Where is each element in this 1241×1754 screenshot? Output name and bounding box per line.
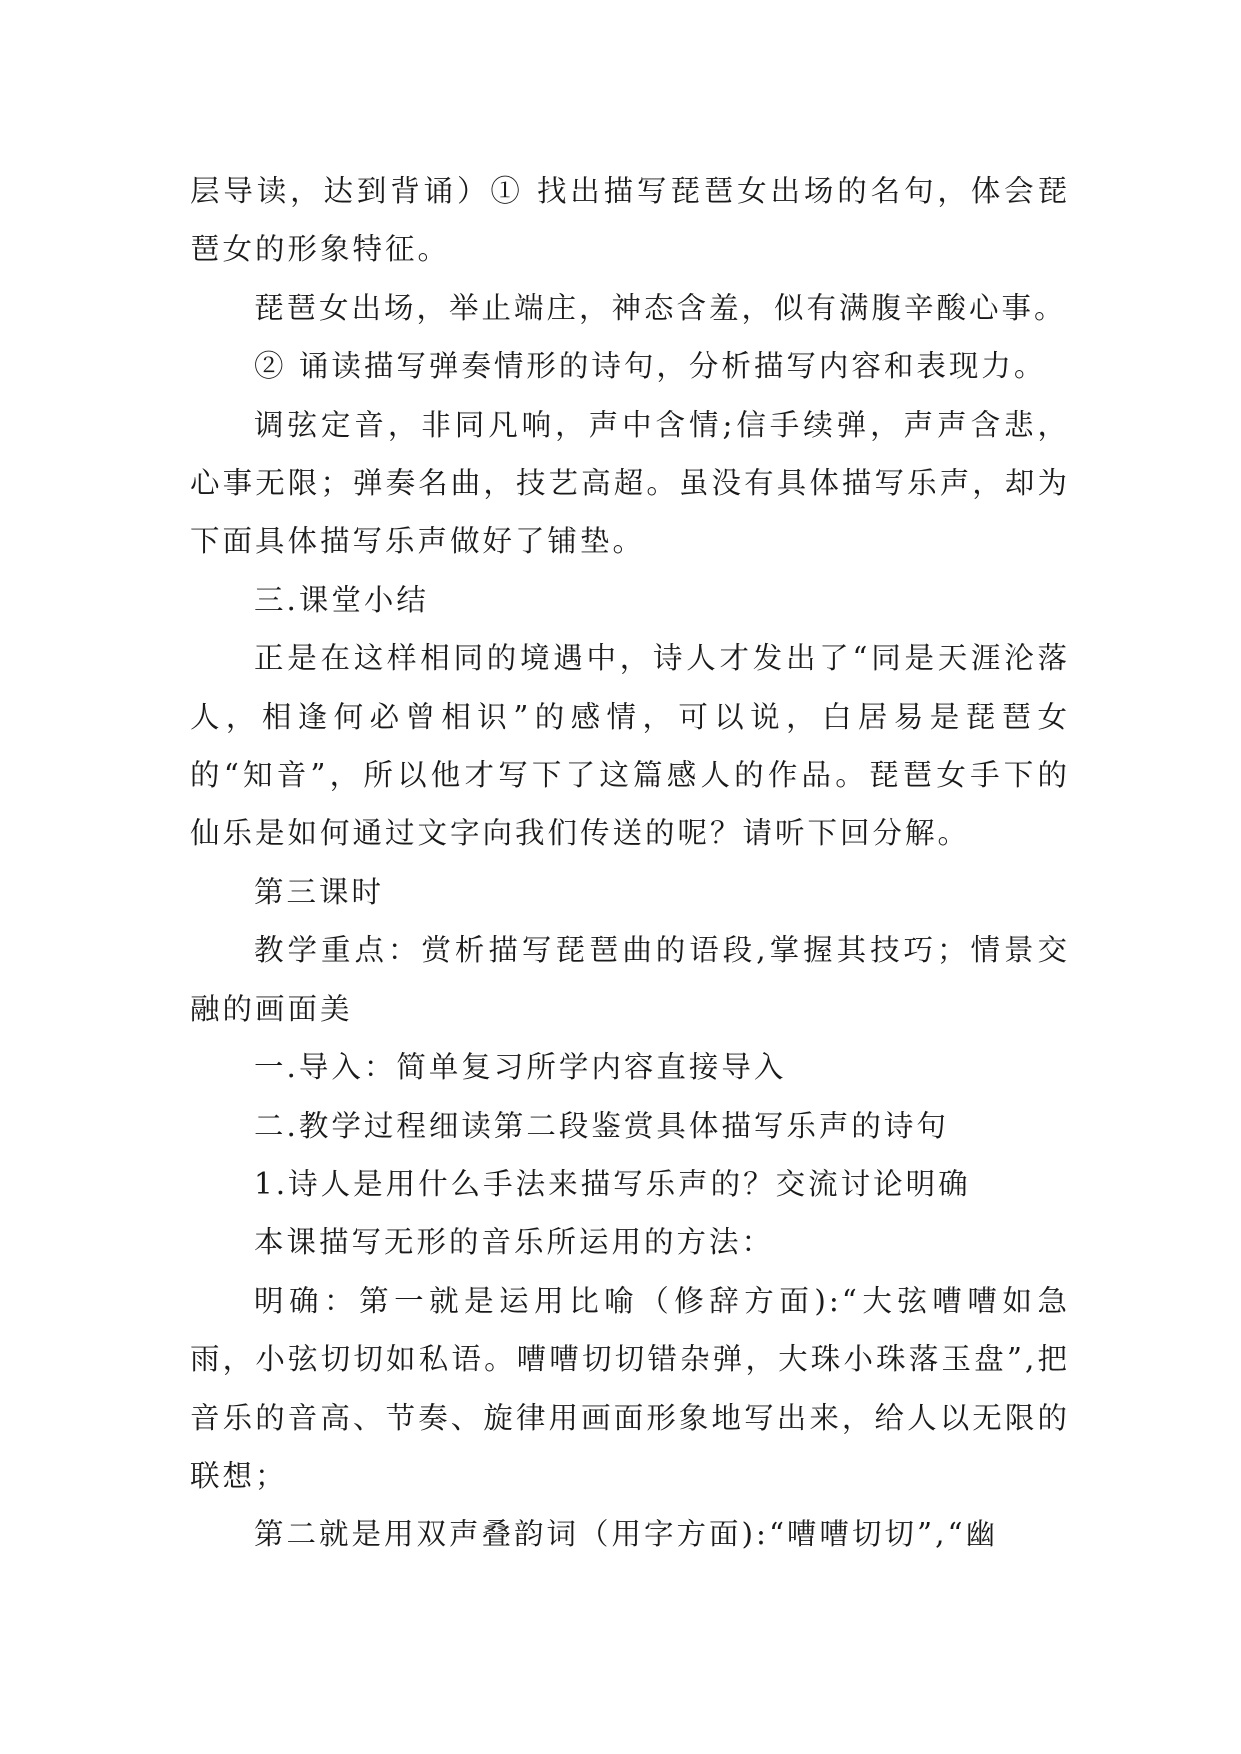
section-heading: 三.课堂小结 xyxy=(254,582,429,617)
document-body xyxy=(190,162,1070,1564)
paragraph: ② 诵读描写弹奏情形的诗句，分析描写内容和表现力。 xyxy=(254,349,1047,384)
paragraph: 明确：第一就是运用比喻（修辞方面):“大弦嘈嘈如急雨，小弦切切如私语。嘈嘈切切错杂弹，大珠小珠落玉盘”,把音乐的音高、节奏、旋律用画面形象地写出来，给人以无限的联想； xyxy=(190,1283,1070,1493)
paragraph: 第二就是用双声叠韵词（用字方面):“嘈嘈切切”,“幽 xyxy=(254,1517,999,1552)
paragraph: 1.诗人是用什么手法来描写乐声的？交流讨论明确 xyxy=(254,1166,971,1201)
section-heading: 二.教学过程细读第二段鉴赏具体描写乐声的诗句 xyxy=(254,1108,949,1143)
paragraph: 琵琶女出场，举止端庄，神态含羞，似有满腹辛酸心事。 xyxy=(254,290,1067,325)
section-heading: 第三课时 xyxy=(254,874,385,909)
section-heading: 一.导入：简单复习所学内容直接导入 xyxy=(254,1050,787,1085)
paragraph: 教学重点：赏析描写琵琶曲的语段,掌握其技巧；情景交融的画面美 xyxy=(190,933,1070,1026)
paragraph: 层导读，达到背诵）① 找出描写琵琶女出场的名句，体会琵琶女的形象特征。 xyxy=(190,174,1070,267)
paragraph: 本课描写无形的音乐所运用的方法： xyxy=(254,1225,775,1260)
paragraph: 正是在这样相同的境遇中，诗人才发出了“同是天涯沦落人，相逢何必曾相识”的感情，可以说，白居易是琵琶女的“知音”，所以他才写下了这篇感人的作品。琵琶女手下的仙乐是如何通过文字向我们传送的呢？请听下回分解。 xyxy=(190,641,1070,851)
paragraph: 调弦定音，非同凡响，声中含情;信手续弹，声声含悲，心事无限；弹奏名曲，技艺高超。虽没有具体描写乐声，却为下面具体描写乐声做好了铺垫。 xyxy=(190,407,1070,559)
